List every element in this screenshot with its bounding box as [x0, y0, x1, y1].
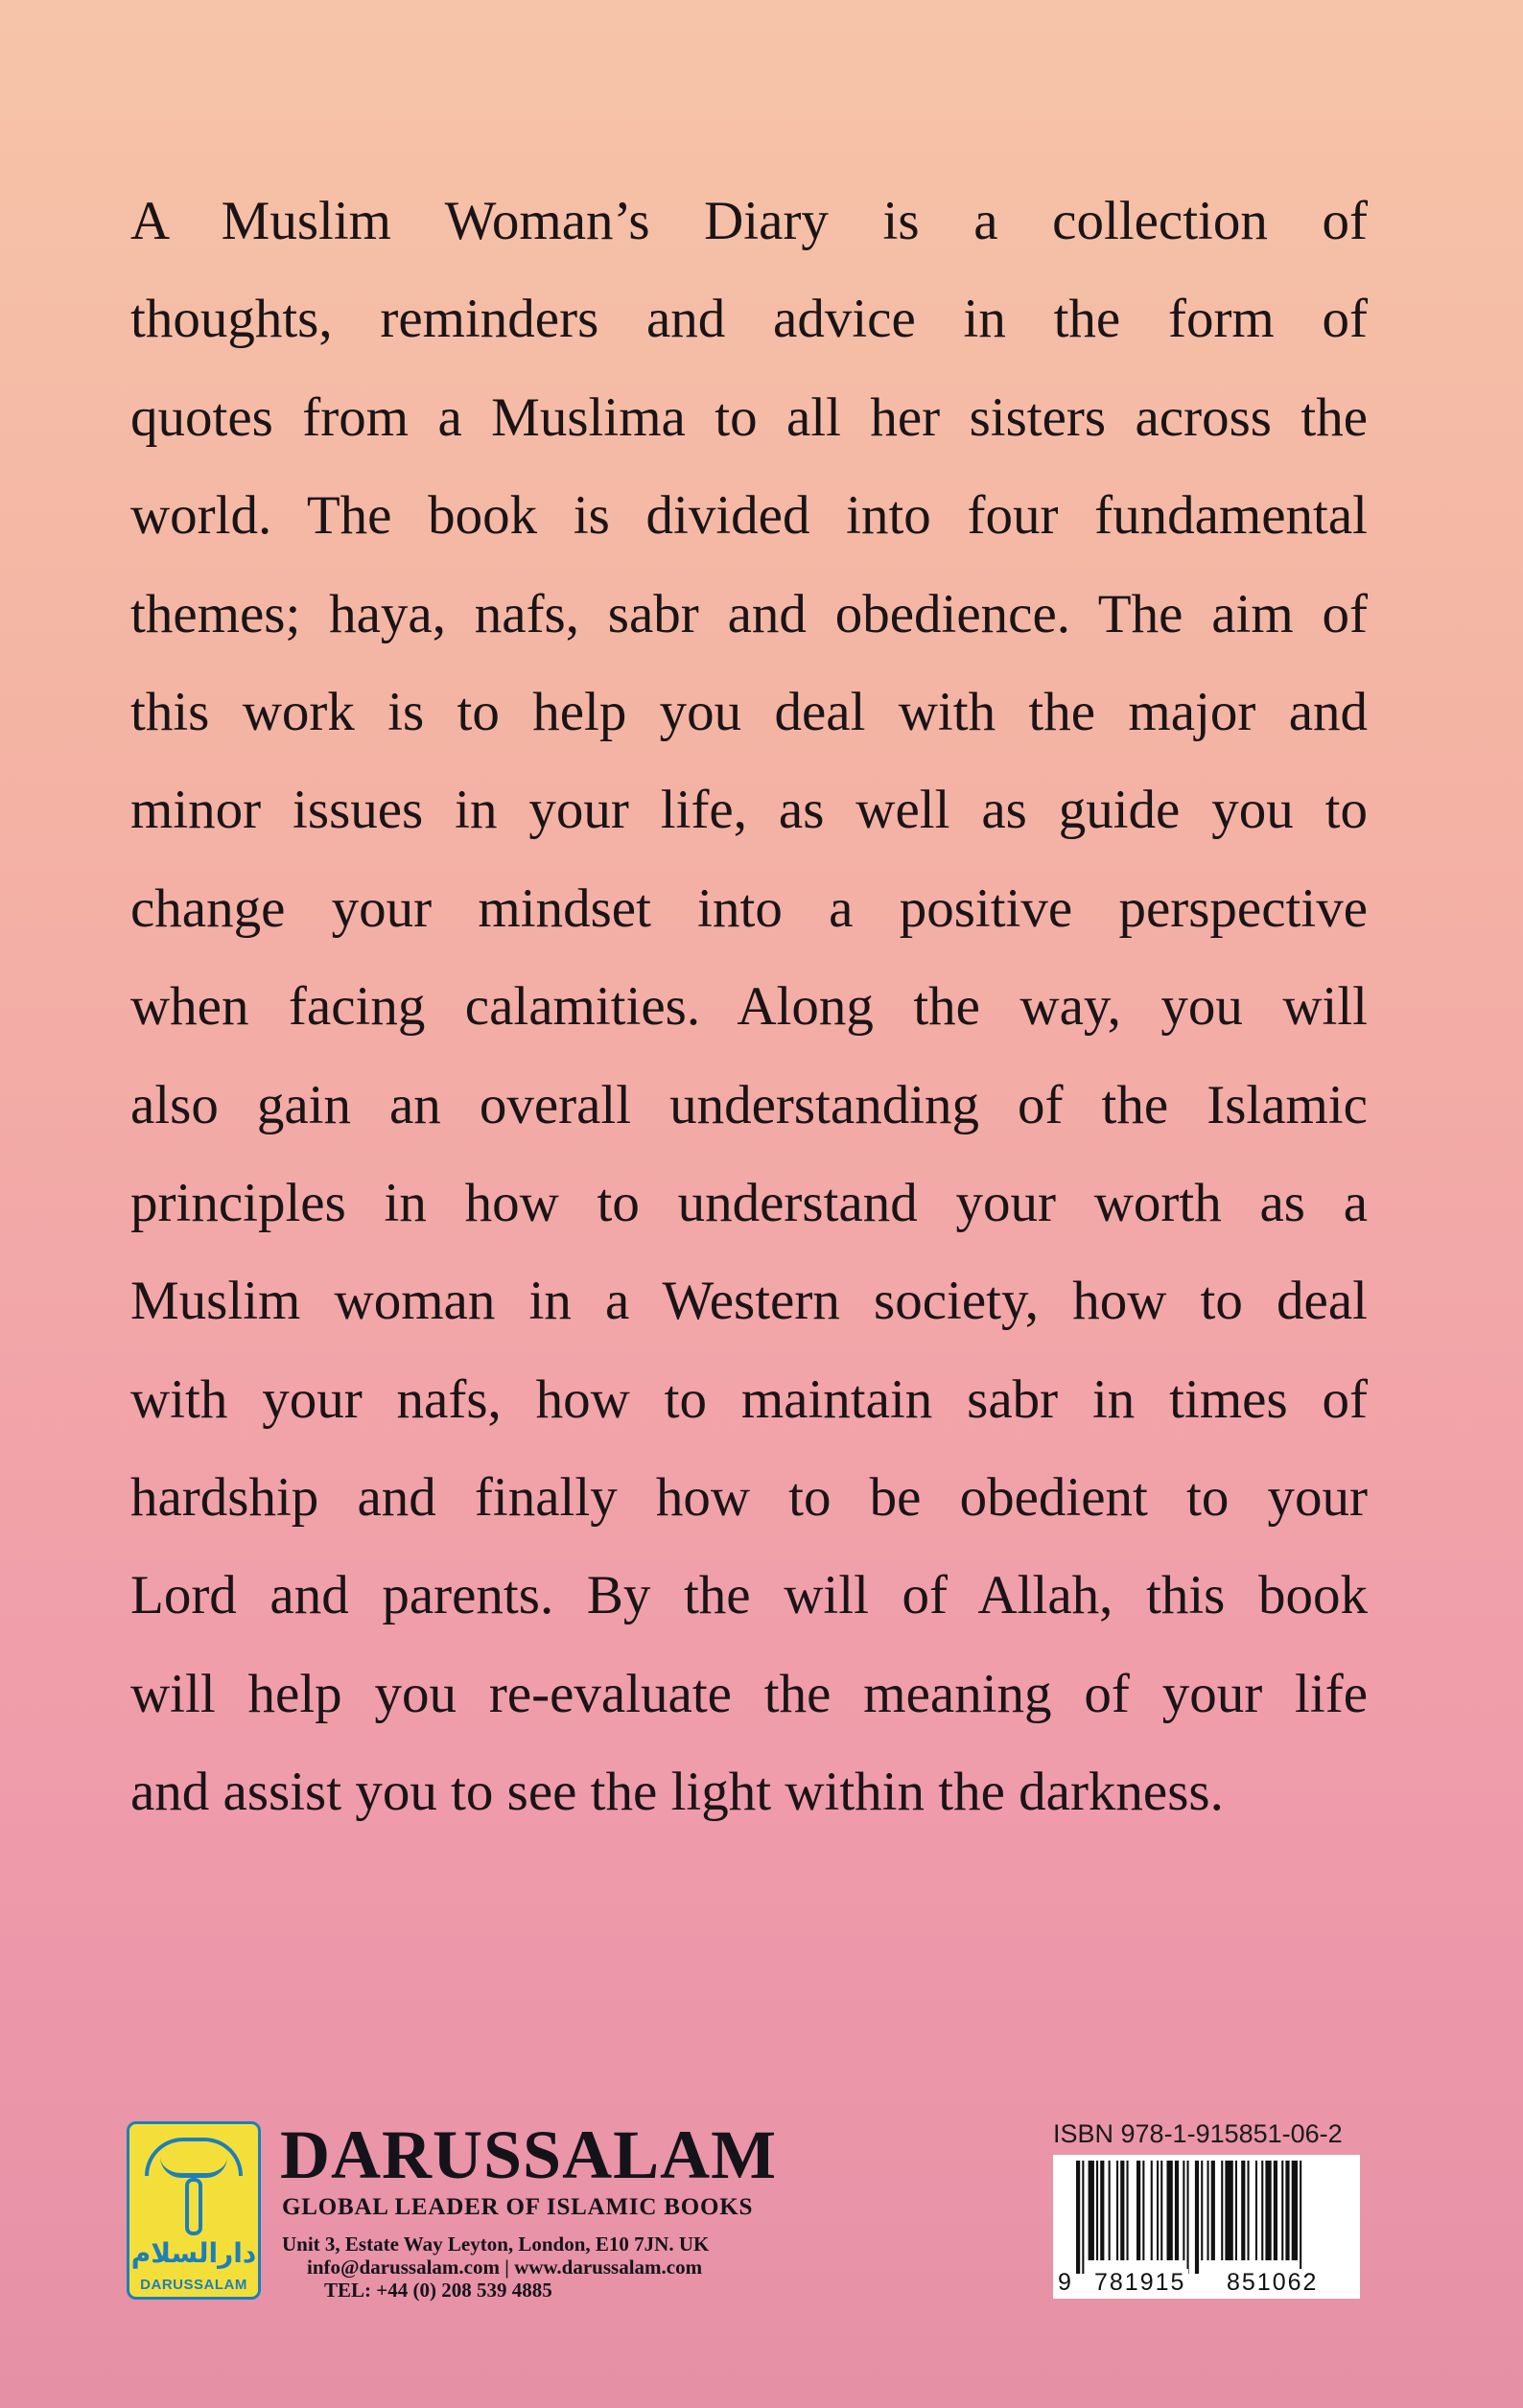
barcode-bar [1300, 2161, 1301, 2274]
barcode-bar [1142, 2161, 1144, 2260]
barcode-bar [1195, 2161, 1199, 2274]
barcode-bar [1281, 2161, 1283, 2260]
blurb-line: this work is to help you deal with the major and [130, 681, 1368, 742]
barcode-bar [1248, 2161, 1250, 2260]
logo-book-shape [160, 2157, 227, 2178]
barcode-bar [1241, 2161, 1245, 2260]
publisher-phone: TEL: +44 (0) 208 539 4885 [324, 2279, 552, 2302]
barcode-digits-left: 781915 [1091, 2269, 1188, 2297]
barcode-bar [1255, 2161, 1257, 2260]
blurb-line: thoughts, reminders and advice in the form of [130, 289, 1368, 350]
barcode-icon [1053, 2155, 1360, 2299]
barcode-bar [1183, 2161, 1184, 2260]
blurb-line: with your nafs, how to maintain sabr in times of [130, 1368, 1368, 1430]
barcode-bar [1265, 2161, 1271, 2260]
barcode-bar [1292, 2161, 1298, 2260]
barcode-bars [1076, 2161, 1337, 2276]
darussalam-logo-icon [127, 2121, 261, 2300]
publisher-tagline: GLOBAL LEADER OF ISLAMIC BOOKS [282, 2194, 754, 2220]
barcode-bar [1285, 2161, 1289, 2260]
barcode-bar [1211, 2161, 1215, 2260]
barcode-bar [1082, 2161, 1084, 2274]
blurb-line: Lord and parents. By the will of Allah, this book [130, 1565, 1368, 1626]
barcode-bar [1201, 2161, 1203, 2260]
barcode-bar [1207, 2161, 1209, 2260]
barcode-bar [1120, 2161, 1124, 2260]
barcode-bar [1127, 2161, 1129, 2260]
publisher-name: DARUSSALAM [280, 2116, 778, 2193]
blurb-line: and assist you to see the light within the darkness. [130, 1762, 1224, 1823]
blurb-line: also gain an overall understanding of the Islamic [130, 1074, 1368, 1135]
blurb-line: principles in how to understand your worth as a [130, 1172, 1368, 1233]
barcode-bar [1076, 2161, 1080, 2274]
publisher-contact: info@darussalam.com | www.darussalam.com [307, 2256, 703, 2279]
barcode-digit-lead: 9 [1055, 2269, 1074, 2297]
blurb-line: quotes from a Muslima to all her sisters across the [130, 386, 1368, 448]
logo-arabic-text: دارالسلام [130, 2237, 257, 2269]
blurb-line: will help you re-evaluate the meaning of your life [130, 1663, 1368, 1724]
barcode-bar [1089, 2161, 1094, 2260]
barcode-bar [1096, 2161, 1098, 2260]
barcode-bar [1175, 2161, 1179, 2260]
barcode-bar [1225, 2161, 1232, 2260]
barcode-bar [1274, 2161, 1277, 2260]
blurb-line: hardship and finally how to be obedient to your [130, 1467, 1368, 1529]
publisher-address: Unit 3, Estate Way Leyton, London, E10 7JN. UK [282, 2233, 710, 2256]
barcode-bar [1100, 2161, 1104, 2260]
blurb-line: when facing calamities. Along the way, you will [130, 976, 1368, 1038]
barcode-bar [1109, 2161, 1111, 2260]
barcode-bar [1157, 2161, 1159, 2260]
blurb-line: A Muslim Woman’s Diary is a collection of [130, 191, 1368, 251]
barcode-bar [1221, 2161, 1223, 2260]
barcode-digits-right: 851062 [1224, 2269, 1321, 2297]
blurb-line: Muslim woman in a Western society, how to deal [130, 1271, 1368, 1332]
barcode-bar [1151, 2161, 1153, 2260]
blurb-line: minor issues in your life, as well as guide you to [130, 780, 1368, 841]
barcode-bar [1261, 2161, 1263, 2260]
blurb-line: themes; haya, nafs, sabr and obedience. The aim of [130, 583, 1368, 644]
barcode-bar [1167, 2161, 1173, 2260]
barcode-bar [1116, 2161, 1118, 2260]
isbn-block [1053, 2119, 1360, 2299]
blurb-line: change your mindset into a positive perspective [130, 877, 1368, 939]
publisher-block [127, 2116, 779, 2303]
barcode-bar [1136, 2161, 1140, 2260]
back-cover-blurb [130, 173, 1368, 1842]
blurb-line: world. The book is divided into four fundamental [130, 485, 1368, 547]
barcode-bar [1187, 2161, 1189, 2274]
logo-name-text: DARUSSALAM [140, 2277, 247, 2293]
isbn-label: ISBN 978-1-915851-06-2 [1053, 2119, 1343, 2148]
logo-column-shape [185, 2178, 202, 2235]
barcode-bar [1160, 2161, 1162, 2260]
barcode-bar [1235, 2161, 1237, 2260]
